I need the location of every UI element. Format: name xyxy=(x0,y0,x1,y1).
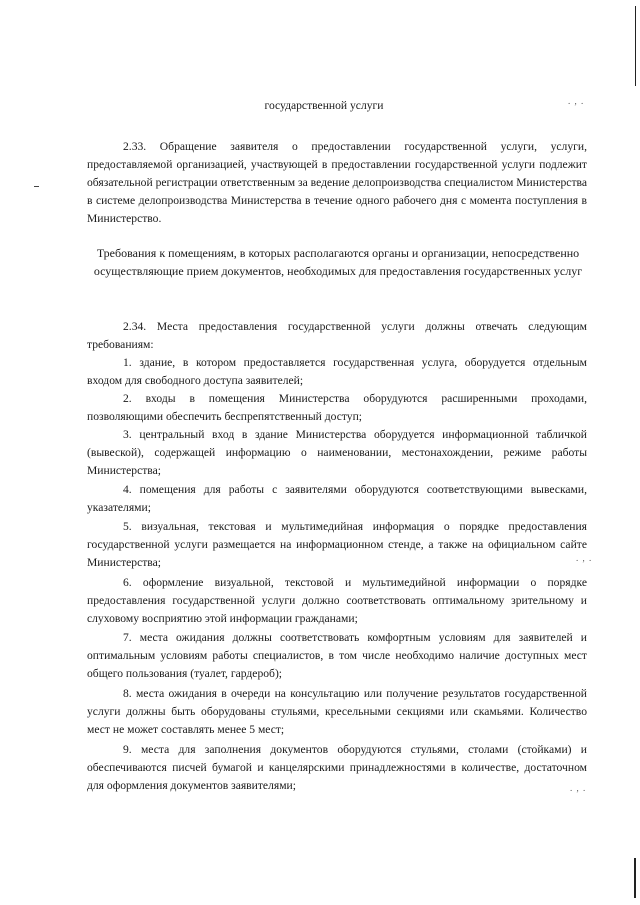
page-header-title: государственной услуги xyxy=(264,99,384,112)
scan-speck-top: . , . xyxy=(568,96,585,106)
requirement-item-9: 9. места для заполнения документов оборудуются стульями, столами (стойками) и обеспечиваются писчей бумагой и канцелярскими принадлежностями в количестве, достаточном для оформления документов заявителями; xyxy=(87,743,587,792)
scan-edge-bottom xyxy=(634,858,636,898)
requirement-item-6: 6. оформление визуальной, текстовой и мультимедийной информации о порядке предоставления государственной услуги должно соответствовать оптимальному зрительному и слуховому восприятию этой информации гражданами; xyxy=(87,576,587,625)
requirement-item-2: 2. входы в помещения Министерства оборудуются расширенными проходами, позволяющими обеспечить беспрепятственный доступ; xyxy=(87,392,587,423)
scan-edge-top xyxy=(635,6,636,86)
requirement-item-1: 1. здание, в котором предоставляется государственная услуга, оборудуется отдельным входом для свободного доступа заявителей; xyxy=(87,356,587,387)
requirement-item-7: 7. места ожидания должны соответствовать комфортным условиям для заявителей и оптимальным условиям работы специалистов, в том числе необходимо наличие доступных мест общего пользования (туалет, гардероб); xyxy=(87,631,587,680)
section-heading: Требования к помещениям, в которых располагаются органы и организации, непосредственно осуществляющие прием документов, необходимых для предоставления государственных услуг xyxy=(93,246,583,278)
scan-speck-bottom: . , . xyxy=(570,783,587,793)
requirement-item-8: 8. места ожидания в очереди на консультацию или получение результатов государственной услуги должны быть оборудованы стульями, кресельными секциями или скамьями. Количество мест не может составлять менее 5 мест; xyxy=(87,687,587,736)
scan-dash-mark xyxy=(34,186,39,187)
clause-2-34-intro: 2.34. Места предоставления государственной услуги должны отвечать следующим требованиям: xyxy=(87,320,587,351)
clause-2-33: 2.33. Обращение заявителя о предоставлении государственной услуги, услуги, предоставляемой организацией, участвующей в предоставлении государственной услуги подлежит обязательной регистрации ответственным за ведение делопроизводства специалистом Министерства в системе делопроизводства Министерства в течение одного рабочего дня с момента поступления в Министерство. xyxy=(87,140,587,225)
requirement-item-5: 5. визуальная, текстовая и мультимедийная информация о порядке предоставления государственной услуги размещается на информационном стенде, а также на официальном сайте Министерства; xyxy=(87,520,587,569)
requirement-item-3: 3. центральный вход в здание Министерства оборудуется информационной табличкой (вывеской), содержащей информацию о наименовании, местонахождении, режиме работы Министерства; xyxy=(87,428,587,477)
scan-speck-middle: . , . xyxy=(576,553,593,563)
requirement-item-4: 4. помещения для работы с заявителями оборудуются соответствующими вывесками, указателями; xyxy=(87,483,587,514)
